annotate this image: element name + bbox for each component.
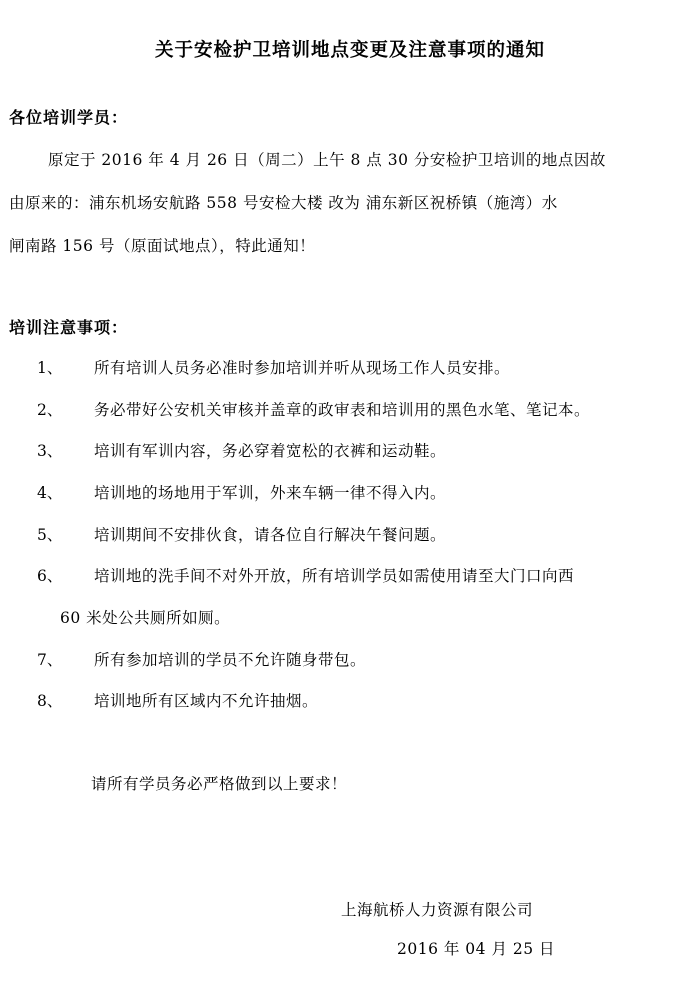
list-item-number: 3、 bbox=[37, 442, 63, 460]
list-item-number: 2、 bbox=[37, 401, 63, 419]
list-item bbox=[0, 439, 700, 461]
body-line-1: 原定于 2016 年 4 月 26 日（周二）上午 8 点 30 分安检护卫培训的地点因故 bbox=[48, 151, 606, 169]
list-item-number: 1、 bbox=[37, 359, 63, 377]
list-item-text: 培训地所有区域内不允许抽烟。 bbox=[94, 692, 319, 710]
list-item-text: 培训地的洗手间不对外开放，所有培训学员如需使用请至大门口向西 bbox=[94, 567, 575, 585]
list-item bbox=[0, 648, 700, 670]
list-item-number: 6、 bbox=[37, 567, 63, 585]
list-item-text: 培训有军训内容，务必穿着宽松的衣裤和运动鞋。 bbox=[94, 442, 447, 460]
list-item-text: 务必带好公安机关审核并盖章的政审表和培训用的黑色水笔、笔记本。 bbox=[94, 401, 591, 419]
body-line-3: 闸南路 156 号（原面试地点），特此通知！ bbox=[9, 237, 316, 255]
list-item-continuation: 60 米处公共厕所如厕。 bbox=[60, 609, 231, 627]
list-item-number: 5、 bbox=[37, 526, 63, 544]
list-item-number: 8、 bbox=[37, 692, 63, 710]
closing-line: 请所有学员务必严格做到以上要求！ bbox=[91, 775, 348, 793]
salutation: 各位培训学员： bbox=[9, 108, 129, 127]
list-item bbox=[0, 398, 700, 420]
body-line-2: 由原来的：浦东机场安航路 558 号安检大楼 改为 浦东新区祝桥镇（施湾）水 bbox=[9, 194, 558, 212]
list-item bbox=[0, 564, 700, 586]
issue-date: 2016 年 04 月 25 日 bbox=[397, 940, 556, 958]
list-item-number: 4、 bbox=[37, 484, 63, 502]
list-item-number: 7、 bbox=[37, 651, 63, 669]
notes-heading: 培训注意事项： bbox=[9, 318, 129, 337]
list-item bbox=[0, 481, 700, 503]
notice-title: 关于安检护卫培训地点变更及注意事项的通知 bbox=[154, 40, 545, 61]
list-item-text: 培训地的场地用于军训，外来车辆一律不得入内。 bbox=[94, 484, 447, 502]
list-item-text: 培训期间不安排伙食，请各位自行解决午餐问题。 bbox=[94, 526, 447, 544]
list-item-text: 所有培训人员务必准时参加培训并听从现场工作人员安排。 bbox=[94, 359, 511, 377]
list-item bbox=[0, 523, 700, 545]
list-item-text: 所有参加培训的学员不允许随身带包。 bbox=[94, 651, 367, 669]
list-item bbox=[0, 689, 700, 711]
list-item bbox=[0, 356, 700, 378]
signer: 上海航桥人力资源有限公司 bbox=[341, 901, 534, 919]
